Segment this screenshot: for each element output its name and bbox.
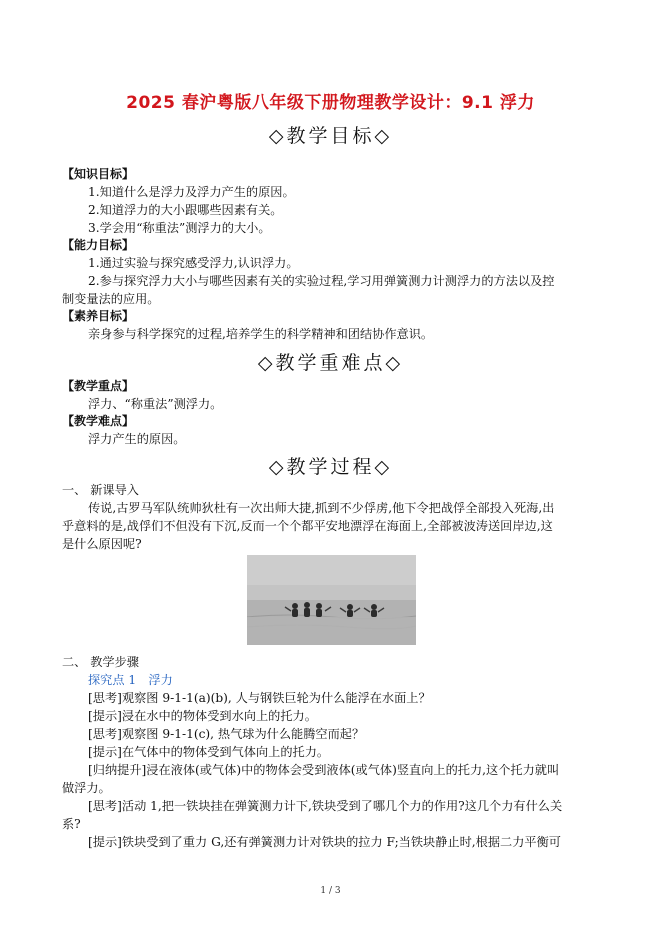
- knowledge-goals-label: 【知识目标】: [62, 167, 135, 181]
- ability-goals-label: 【能力目标】: [62, 238, 135, 252]
- explore-point-1: 探究点 1 浮力: [88, 673, 173, 687]
- section-heading-process: ◇教学过程◇: [268, 456, 393, 478]
- step-line-4: [提示]在气体中的物体受到气体向上的托力。: [88, 745, 330, 759]
- ability-goal-1: 1.通过实验与探究感受浮力,认识浮力。: [88, 256, 299, 270]
- step-line-2: [提示]浸在水中的物体受到水向上的托力。: [88, 709, 317, 723]
- intro-line-3: 是什么原因呢?: [62, 537, 142, 551]
- step-line-8: 系?: [62, 817, 81, 831]
- literacy-goal-1: 亲身参与科学探究的过程,培养学生的科学精神和团结协作意识。: [88, 327, 434, 341]
- teaching-focus-label: 【教学重点】: [62, 379, 135, 393]
- page-number: 1 / 3: [320, 886, 341, 896]
- dead-sea-floating-people-photo: [247, 555, 416, 645]
- knowledge-goal-3: 3.学会用“称重法”测浮力的大小。: [88, 221, 271, 235]
- section-heading-goals: ◇教学目标◇: [268, 125, 393, 147]
- teaching-focus-text: 浮力、“称重法”测浮力。: [88, 397, 223, 411]
- step-line-6: 做浮力。: [62, 781, 111, 795]
- teaching-difficulty-label: 【教学难点】: [62, 414, 135, 428]
- knowledge-goal-1: 1.知道什么是浮力及浮力产生的原因。: [88, 185, 295, 199]
- step-line-9: [提示]铁块受到了重力 G,还有弹簧测力计对铁块的拉力 F;当铁块静止时,根据二力平衡可: [88, 835, 561, 849]
- literacy-goals-label: 【素养目标】: [62, 309, 135, 323]
- ability-goal-2: 2.参与探究浮力大小与哪些因素有关的实验过程,学习用弹簧测力计测浮力的方法以及控: [88, 274, 555, 288]
- intro-heading: 一、 新课导入: [62, 483, 139, 497]
- step-line-5: [归纳提升]浸在液体(或气体)中的物体会受到液体(或气体)竖直向上的托力,这个托力就叫: [88, 763, 560, 777]
- step-line-1: [思考]观察图 9-1-1(a)(b), 人与钢铁巨轮为什么能浮在水面上？: [88, 691, 431, 705]
- knowledge-goal-2: 2.知道浮力的大小跟哪些因素有关。: [88, 203, 283, 217]
- teaching-difficulty-text: 浮力产生的原因。: [88, 432, 186, 446]
- document-title: 2025 春沪粤版八年级下册物理教学设计：9.1 浮力: [126, 93, 535, 113]
- photo-illustration: [247, 555, 416, 645]
- ability-goal-2-cont: 制变量法的应用。: [62, 292, 160, 306]
- step-line-3: [思考]观察图 9-1-1(c), 热气球为什么能腾空而起？: [88, 727, 365, 741]
- intro-line-2: 乎意料的是,战俘们不但没有下沉,反而一个个都平安地漂浮在海面上,全部被波涛送回岸边,这: [62, 519, 553, 533]
- steps-heading: 二、 教学步骤: [62, 655, 139, 669]
- step-line-7: [思考]活动 1,把一铁块挂在弹簧测力计下,铁块受到了哪几个力的作用?这几个力有什么关: [88, 799, 563, 813]
- section-heading-key-points: ◇教学重难点◇: [257, 352, 404, 374]
- intro-line-1: 传说,古罗马军队统帅狄杜有一次出师大捷,抓到不少俘虏,他下令把战俘全部投入死海,出: [88, 501, 555, 515]
